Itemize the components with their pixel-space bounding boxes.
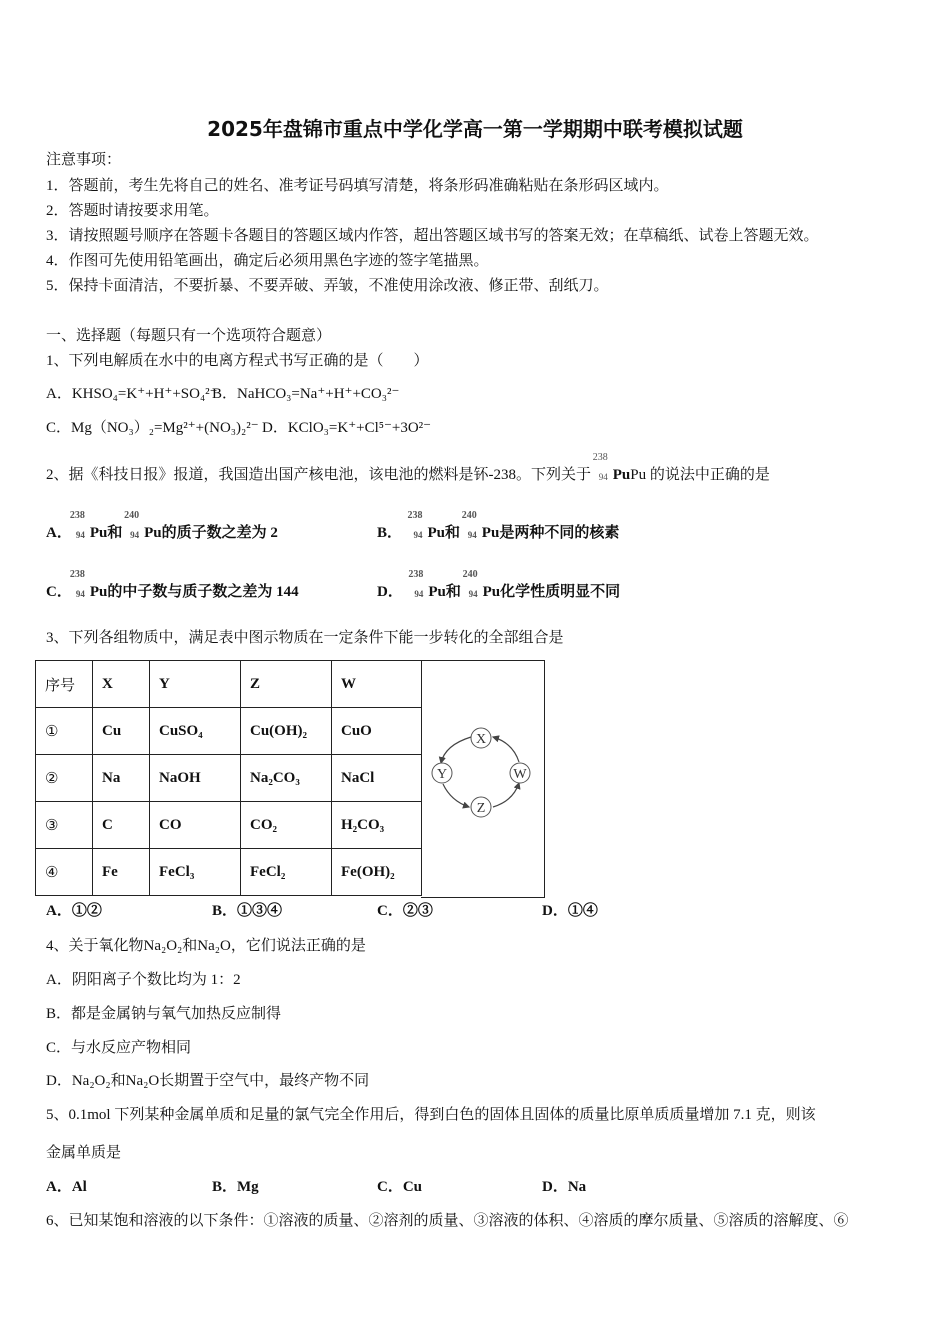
element-symbol: Pu bbox=[144, 525, 162, 541]
q1-option-b: B．NaHCO₃=Na⁺+H⁺+CO₃²⁻ bbox=[212, 386, 400, 402]
option-label: A． bbox=[46, 525, 72, 541]
arrow-z-to-w bbox=[493, 783, 519, 807]
atomic-number: 94 bbox=[413, 530, 423, 540]
mass-number: 240 bbox=[461, 510, 477, 521]
isotope-240 bbox=[461, 510, 482, 543]
mass-number: 240 bbox=[124, 510, 140, 521]
conjunction: 和 bbox=[445, 584, 461, 600]
mass-number: 238 bbox=[407, 510, 423, 521]
cell: Cu(OH)₂ bbox=[241, 708, 332, 755]
cell: NaOH bbox=[150, 755, 241, 802]
option-text: 化学性质明显不同 bbox=[500, 584, 621, 600]
arrow-y-to-z bbox=[443, 784, 469, 807]
q2-stem bbox=[46, 452, 770, 485]
q5-option-a: A．Al bbox=[46, 1179, 87, 1195]
isotope-238 bbox=[408, 569, 428, 602]
q5-option-b: B．Mg bbox=[212, 1179, 259, 1195]
node-w: W bbox=[513, 767, 527, 782]
q3-stem: 3、下列各组物质中，满足表中图示物质在一定条件下能一步转化的全部组合是 bbox=[46, 630, 564, 646]
conversion-diagram bbox=[421, 660, 545, 898]
cycle-diagram bbox=[421, 661, 545, 899]
table-header-row bbox=[36, 661, 422, 708]
arrow-x-to-y bbox=[441, 737, 471, 763]
header-cell: Y bbox=[150, 661, 241, 708]
atomic-number: 94 bbox=[598, 472, 608, 482]
cell: ③ bbox=[36, 802, 93, 849]
element-symbol: Pu bbox=[481, 525, 500, 541]
mass-number: 240 bbox=[462, 569, 478, 580]
header-cell: Z bbox=[241, 661, 332, 708]
cell: CuO bbox=[332, 708, 422, 755]
cell: CuSO₄ bbox=[150, 708, 241, 755]
q5-option-c: C．Cu bbox=[377, 1179, 423, 1195]
atomic-number: 94 bbox=[468, 589, 478, 599]
table-row bbox=[36, 802, 422, 849]
header-cell: W bbox=[332, 661, 422, 708]
cell: Cu bbox=[93, 708, 150, 755]
node-y: Y bbox=[436, 767, 448, 782]
isotope-240 bbox=[124, 510, 144, 543]
q3-option-d: D．①④ bbox=[542, 903, 598, 919]
q3-option-b: B．①③④ bbox=[212, 903, 283, 919]
element-symbol: Pu bbox=[428, 584, 446, 600]
element-symbol: Pu bbox=[612, 467, 631, 483]
q4-option-c: C．与水反应产物相同 bbox=[46, 1040, 192, 1056]
element-symbol: Pu bbox=[89, 584, 108, 600]
element-symbol: Pu bbox=[482, 584, 501, 600]
q5-stem-line1: 5、0.1mol 下列某种金属单质和足量的氯气完全作用后，得到白色的固体且固体的质量比原单质质量增加 7.1 克，则该 bbox=[46, 1107, 816, 1123]
option-label: C． bbox=[46, 584, 72, 600]
mass-number: 238 bbox=[69, 569, 85, 580]
q3-option-a: A．①② bbox=[46, 903, 102, 919]
element-symbol: Pu bbox=[427, 525, 446, 541]
atomic-number: 94 bbox=[467, 530, 477, 540]
cell: ④ bbox=[36, 849, 93, 896]
q2-option-c bbox=[46, 569, 299, 602]
section-heading: 一、选择题（每题只有一个选项符合题意） bbox=[46, 328, 332, 344]
option-text: 的质子数之差为 2 bbox=[161, 525, 278, 541]
mass-number: 238 bbox=[592, 452, 608, 463]
page-title: 2025年盘锦市重点中学化学高一第一学期期中联考模拟试题 bbox=[207, 117, 743, 141]
isotope-238 bbox=[592, 452, 613, 485]
element-symbol: Pu bbox=[89, 525, 108, 541]
arrow-w-to-x bbox=[493, 737, 519, 762]
cell: H₂CO₃ bbox=[332, 802, 422, 849]
node-x: X bbox=[475, 732, 487, 747]
q6-stem: 6、已知某饱和溶液的以下条件：①溶液的质量、②溶剂的质量、③溶液的体积、④溶质的摩尔质量、⑤溶质的溶解度、⑥ bbox=[46, 1213, 849, 1229]
isotope-238 bbox=[69, 510, 90, 543]
atomic-number: 94 bbox=[75, 530, 85, 540]
q4-option-a: A．阴阳离子个数比均为 1：2 bbox=[46, 972, 241, 988]
note-item: 2．答题时请按要求用笔。 bbox=[46, 203, 219, 219]
cell: Fe bbox=[93, 849, 150, 896]
note-item: 1．答题前，考生先将自己的姓名、准考证号码填写清楚，将条形码准确粘贴在条形码区域内。 bbox=[46, 178, 669, 194]
conjunction: 和 bbox=[107, 525, 123, 541]
q2-stem-end: Pu 的说法中正确的是 bbox=[630, 467, 770, 483]
cell: ② bbox=[36, 755, 93, 802]
cell: Na₂CO₃ bbox=[241, 755, 332, 802]
option-label: D． bbox=[377, 584, 403, 600]
cell: C bbox=[93, 802, 150, 849]
q1-stem: 1、下列电解质在水中的电离方程式书写正确的是（ ） bbox=[46, 353, 429, 369]
q2-option-d bbox=[377, 569, 621, 602]
q2-option-b bbox=[377, 510, 620, 543]
table-row bbox=[36, 708, 422, 755]
cell: FeCl₂ bbox=[241, 849, 332, 896]
cell: CO₂ bbox=[241, 802, 332, 849]
header-cell: X bbox=[93, 661, 150, 708]
q2-stem-text: 2、据《科技日报》报道，我国造出国产核电池，该电池的燃料是钚-238。下列关于 bbox=[46, 467, 591, 483]
note-item: 4．作图可先使用铅笔画出，确定后必须用黑色字迹的签字笔描黑。 bbox=[46, 253, 489, 269]
conjunction: 和 bbox=[445, 525, 461, 541]
isotope-240 bbox=[462, 569, 483, 602]
table-row bbox=[36, 755, 422, 802]
q5-stem-line2: 金属单质是 bbox=[46, 1145, 122, 1161]
q1-option-a: A．KHSO₄=K⁺+H⁺+SO₄²⁻ bbox=[46, 386, 218, 402]
cell: FeCl₃ bbox=[150, 849, 241, 896]
q5-option-d: D．Na bbox=[542, 1179, 587, 1195]
cell: Fe(OH)₂ bbox=[332, 849, 422, 896]
isotope-238 bbox=[407, 510, 428, 543]
table-row bbox=[36, 849, 422, 896]
q2-option-a bbox=[46, 510, 278, 543]
mass-number: 238 bbox=[69, 510, 85, 521]
note-item: 5．保持卡面清洁，不要折暴、不要弄破、弄皱，不准使用涂改液、修正带、刮纸刀。 bbox=[46, 278, 609, 294]
q4-stem: 4、关于氧化物Na₂O₂和Na₂O，它们说法正确的是 bbox=[46, 938, 366, 954]
cell: CO bbox=[150, 802, 241, 849]
q4-option-b: B．都是金属钠与氧气加热反应制得 bbox=[46, 1006, 282, 1022]
atomic-number: 94 bbox=[414, 589, 424, 599]
q4-option-d: D．Na₂O₂和Na₂O长期置于空气中，最终产物不同 bbox=[46, 1073, 370, 1089]
option-text: 的中子数与质子数之差为 144 bbox=[107, 584, 299, 600]
cell: ① bbox=[36, 708, 93, 755]
option-label: B． bbox=[377, 525, 403, 541]
q3-option-c: C．②③ bbox=[377, 903, 433, 919]
node-z: Z bbox=[476, 801, 486, 816]
notes-heading: 注意事项： bbox=[46, 152, 122, 168]
q3-table bbox=[35, 660, 422, 896]
q1-option-c: C．Mg（NO₃）₂=Mg²⁺+(NO₃)₂²⁻ bbox=[46, 420, 259, 436]
atomic-number: 94 bbox=[130, 530, 140, 540]
q1-option-d: D．KClO₃=K⁺+Cl⁵⁻+3O²⁻ bbox=[262, 420, 432, 436]
cell: NaCl bbox=[332, 755, 422, 802]
header-cell: 序号 bbox=[36, 661, 93, 708]
cell: Na bbox=[93, 755, 150, 802]
isotope-238 bbox=[69, 569, 90, 602]
mass-number: 238 bbox=[408, 569, 424, 580]
option-text: 是两种不同的核素 bbox=[499, 525, 620, 541]
note-item: 3．请按照题号顺序在答题卡各题目的答题区域内作答，超出答题区域书写的答案无效；在草稿纸、试卷上答题无效。 bbox=[46, 228, 819, 244]
atomic-number: 94 bbox=[75, 589, 85, 599]
